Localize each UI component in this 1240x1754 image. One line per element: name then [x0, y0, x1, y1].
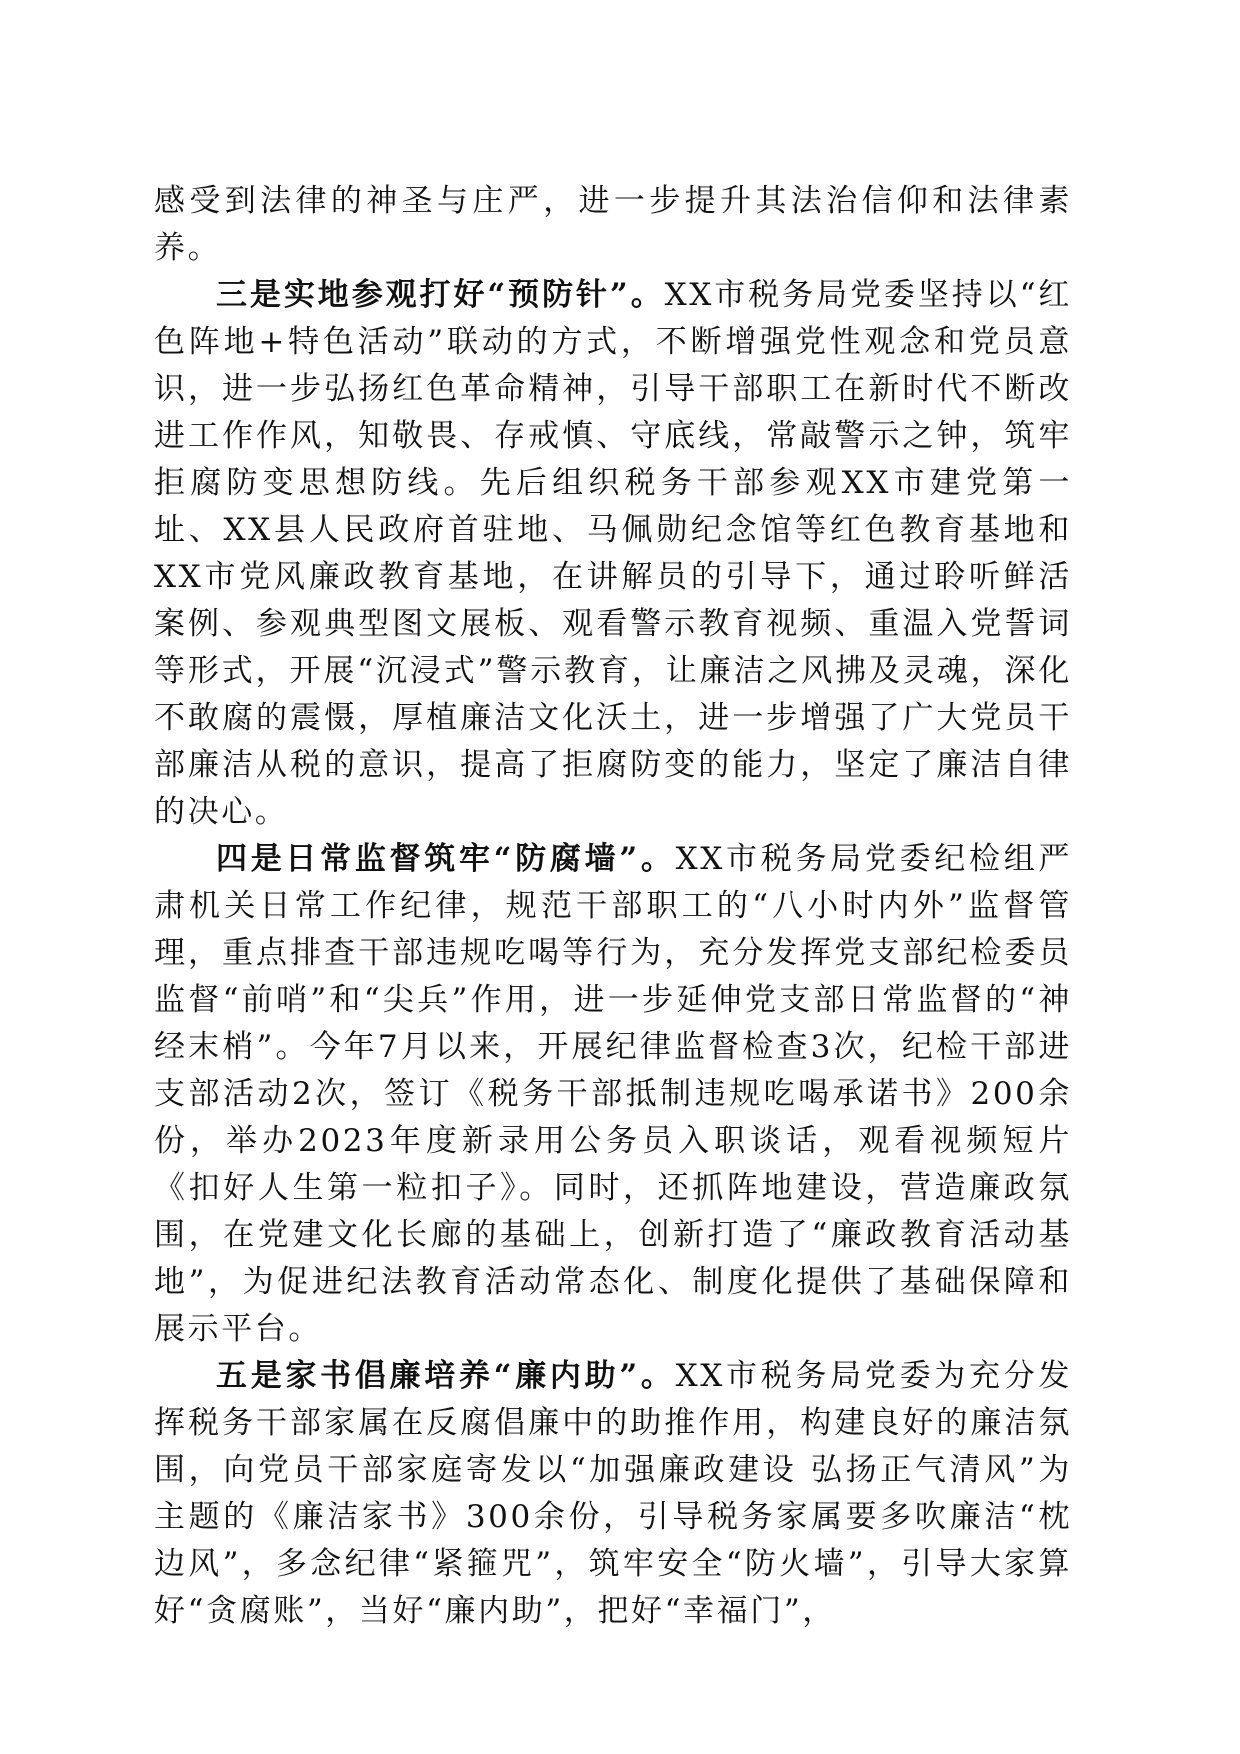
paragraph-heading: 四是日常监督筑牢“防腐墙”。 [216, 841, 676, 877]
paragraph-heading: 五是家书倡廉培养“廉内助”。 [216, 1358, 676, 1394]
paragraph-family-letters [154, 1353, 1072, 1635]
paragraph-body: XX市税务局党委坚持以“红色阵地+特色活动”联动的方式，不断增强党性观念和党员意识，进一步弘扬红色革命精神，引导干部职工在新时代不断改进工作作风，知敬畏、存戒慎、守底线，常敲警示之钟，筑牢拒腐防变思想防线。先后组织税务干部参观XX市建党第一址、XX县人民政府首驻地、马佩勋纪念馆等红色教育基地和XX市党风廉政教育基地，在讲解员的引导下，通过聆听鲜活案例、参观典型图文展板、观看警示教育视频、重温入党誓词等形式，开展“沉浸式”警示教育，让廉洁之风拂及灵魂，深化不敢腐的震慑，厚植廉洁文化沃土，进一步增强了广大党员干部廉洁从税的意识，提高了拒腐防变的能力，坚定了廉洁自律的决心。 [154, 277, 1072, 830]
paragraph-heading: 三是实地参观打好“预防针”。 [216, 277, 665, 313]
paragraph-body: XX市税务局党委纪检组严肃机关日常工作纪律，规范干部职工的“八小时内外”监督管理，重点排查干部违规吃喝等行为，充分发挥党支部纪检委员监督“前哨”和“尖兵”作用，进一步延伸党支部日常监督的“神经末梢”。今年7月以来，开展纪律监督检查3次，纪检干部进支部活动2次，签订《税务干部抵制违规吃喝承诺书》200余份，举办2023年度新录用公务员入职谈话，观看视频短片《扣好人生第一粒扣子》。同时，还抓阵地建设，营造廉政氛围，在党建文化长廊的基础上，创新打造了“廉政教育活动基地”，为促进纪法教育活动常态化、制度化提供了基础保障和展示平台。 [154, 841, 1072, 1347]
document-page [154, 178, 1072, 1635]
paragraph-site-visits [154, 272, 1072, 836]
paragraph-body: XX市税务局党委为充分发挥税务干部家属在反腐倡廉中的助推作用，构建良好的廉洁氛围，向党员干部家庭寄发以“加强廉政建设 弘扬正气清风”为主题的《廉洁家书》300余份，引导税务家属要多吹廉洁“枕边风”，多念纪律“紧箍咒”，筑牢安全“防火墙”，引导大家算好“贪腐账”，当好“廉内助”，把好“幸福门”， [154, 1358, 1072, 1629]
paragraph-daily-supervision [154, 836, 1072, 1353]
paragraph-body: 感受到法律的神圣与庄严，进一步提升其法治信仰和法律素养。 [154, 183, 1072, 266]
paragraph-continuation [154, 178, 1072, 272]
